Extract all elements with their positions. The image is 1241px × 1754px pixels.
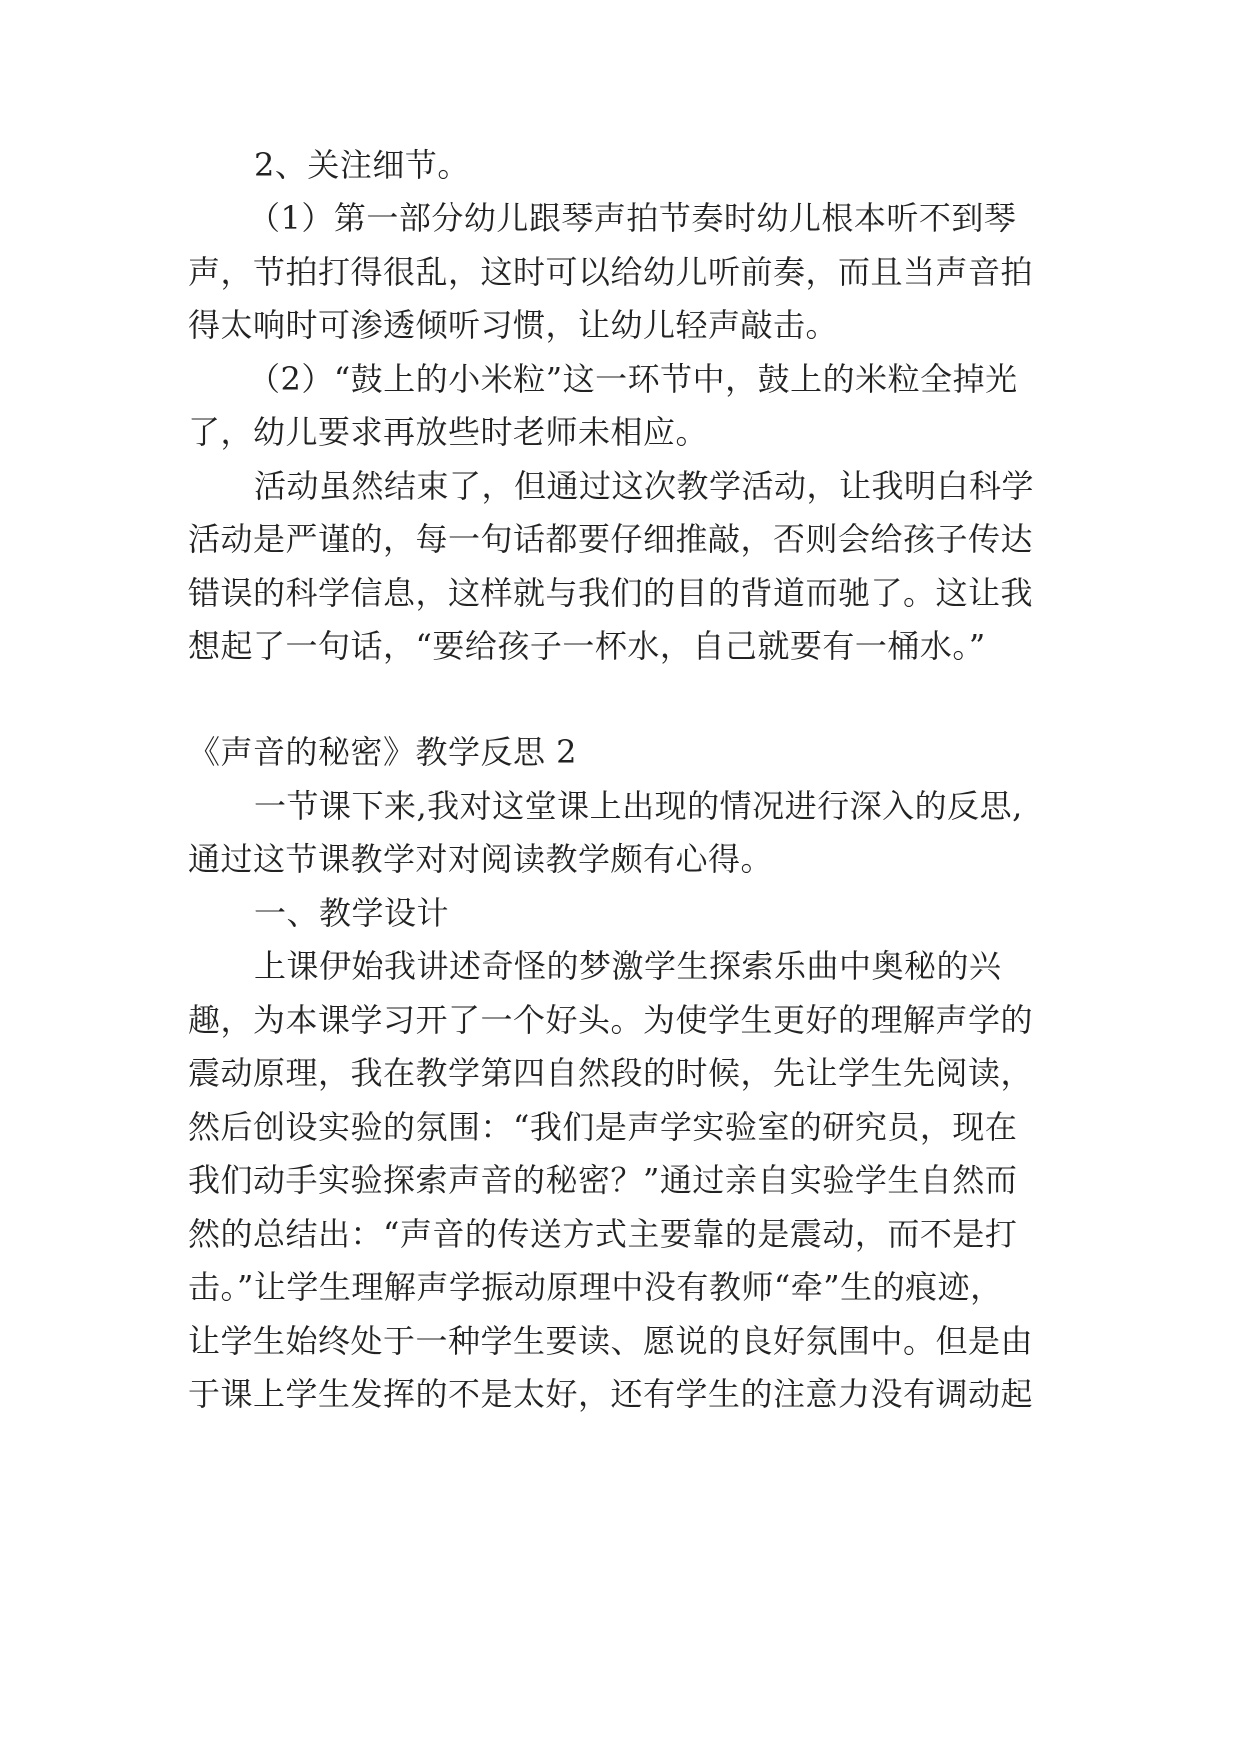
paragraph-line: 趣，为本课学习开了一个好头。为使学生更好的理解声学的 [188,1001,1034,1039]
paragraph-line: （1）第一部分幼儿跟琴声拍节奏时幼儿根本听不到琴 [248,199,1017,237]
paragraph-line: 然的总结出：“声音的传送方式主要靠的是震动，而不是打 [188,1215,1018,1253]
paragraph-line: （2）“鼓上的小米粒”这一环节中，鼓上的米粒全掉光 [248,360,1018,398]
paragraph-line: 然后创设实验的氛围：“我们是声学实验室的研究员，现在 [188,1108,1018,1146]
paragraph-line: 通过这节课教学对对阅读教学颇有心得。 [188,840,774,878]
paragraph-line: 震动原理，我在教学第四自然段的时候，先让学生先阅读， [188,1054,1034,1092]
section-heading-attention-details: 2、关注细节。 [254,146,470,184]
section-heading-teaching-design: 一、教学设计 [254,894,450,932]
paragraph-line: 于课上学生发挥的不是太好，还有学生的注意力没有调动起 [188,1375,1034,1413]
paragraph-line: 活动是严谨的，每一句话都要仔细推敲，否则会给孩子传达 [188,520,1034,558]
paragraph-line: 错误的科学信息，这样就与我们的目的背道而驰了。这让我 [188,574,1034,612]
paragraph-line: 一节课下来,我对这堂课上出现的情况进行深入的反思, [254,787,1023,825]
paragraph-line: 声，节拍打得很乱，这时可以给幼儿听前奏，而且当声音拍 [188,253,1034,291]
paragraph-line: 击。”让学生理解声学振动原理中没有教师“牵”生的痕迹， [188,1268,1003,1306]
paragraph-line: 让学生始终处于一种学生要读、愿说的良好氛围中。但是由 [188,1322,1034,1360]
article-title: 《声音的秘密》教学反思 2 [188,733,578,771]
paragraph-line: 了，幼儿要求再放些时老师未相应。 [188,413,709,451]
paragraph-line: 上课伊始我讲述奇怪的梦激学生探索乐曲中奥秘的兴 [254,947,1002,985]
paragraph-line: 我们动手实验探索声音的秘密？”通过亲自实验学生自然而 [188,1161,1018,1199]
paragraph-line: 想起了一句话，“要给孩子一杯水，自己就要有一桶水。” [188,627,986,665]
paragraph-line: 活动虽然结束了，但通过这次教学活动，让我明白科学 [254,467,1035,505]
paragraph-line: 得太响时可渗透倾听习惯，让幼儿轻声敲击。 [188,306,839,344]
